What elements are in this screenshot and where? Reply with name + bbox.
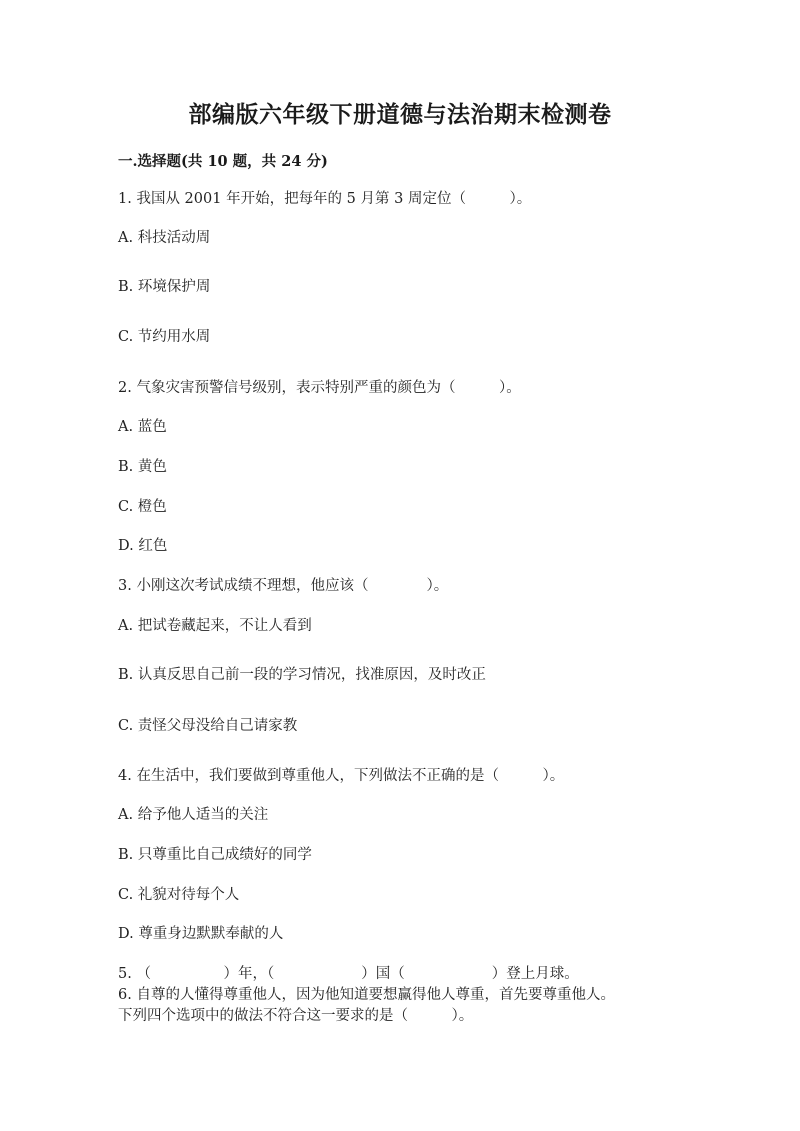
question-1-option-a: A. 科技活动周 (118, 230, 211, 246)
question-2-option-c: C. 橙色 (118, 499, 167, 515)
question-2-option-b: B. 黄色 (118, 459, 167, 475)
question-2-option-d: D. 红色 (118, 538, 168, 554)
question-5-stem: 5. （ ）年，（ ）国（ ）登上月球。 (118, 966, 579, 982)
question-4-option-b: B. 只尊重比自己成绩好的同学 (118, 847, 312, 863)
question-3-stem: 3. 小刚这次考试成绩不理想，他应该（ ）。 (118, 578, 449, 594)
question-4-option-a: A. 给予他人适当的关注 (118, 807, 269, 823)
question-1-option-b: B. 环境保护周 (118, 279, 211, 295)
question-3-option-a: A. 把试卷藏起来，不让人看到 (118, 618, 312, 634)
section-heading: 一.选择题(共 10 题，共 24 分) (118, 153, 328, 170)
question-4-stem: 4. 在生活中，我们要做到尊重他人，下列做法不正确的是（ ）。 (118, 768, 565, 784)
question-1-stem: 1. 我国从 2001 年开始，把每年的 5 月第 3 周定位（ ）。 (118, 191, 532, 207)
question-6-stem: 6. 自尊的人懂得尊重他人，因为他知道要想赢得他人尊重，首先要尊重他人。 (118, 987, 615, 1003)
question-3-option-b: B. 认真反思自己前一段的学习情况，找准原因，及时改正 (118, 667, 486, 683)
question-1-option-c: C. 节约用水周 (118, 329, 211, 345)
question-6-stem-line2: 下列四个选项中的做法不符合这一要求的是（ ）。 (118, 1008, 474, 1024)
question-4-option-c: C. 礼貌对待每个人 (118, 887, 240, 903)
question-4-option-d: D. 尊重身边默默奉献的人 (118, 926, 284, 942)
question-2-option-a: A. 蓝色 (118, 419, 167, 435)
question-2-stem: 2. 气象灾害预警信号级别，表示特别严重的颜色为（ ）。 (118, 380, 521, 396)
question-3-option-c: C. 责怪父母没给自己请家教 (118, 718, 298, 734)
page-title: 部编版六年级下册道德与法治期末检测卷 (188, 101, 612, 128)
